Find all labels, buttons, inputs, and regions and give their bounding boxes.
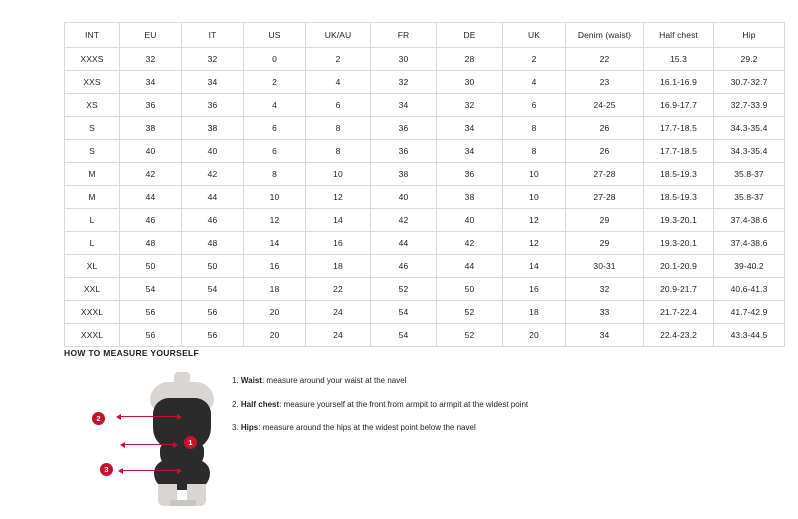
cell: 54 bbox=[120, 278, 182, 301]
cell: 6 bbox=[306, 94, 371, 117]
cell: 2 bbox=[306, 48, 371, 71]
cell: 34.3-35.4 bbox=[714, 117, 785, 140]
cell: 35.8-37 bbox=[714, 186, 785, 209]
cell: XL bbox=[65, 255, 120, 278]
cell: 40 bbox=[120, 140, 182, 163]
column-header: Denim (waist) bbox=[566, 23, 644, 48]
step-number: 3. bbox=[232, 423, 239, 433]
step-number: 1. bbox=[232, 376, 239, 385]
how-to-measure-section bbox=[64, 348, 744, 501]
cell: XXL bbox=[65, 278, 120, 301]
cell: 27-28 bbox=[566, 163, 644, 186]
measure-steps bbox=[232, 366, 528, 447]
table-row bbox=[65, 140, 785, 163]
cell: 48 bbox=[120, 232, 182, 255]
size-table-body bbox=[65, 48, 785, 347]
cell: 38 bbox=[371, 163, 437, 186]
header-row bbox=[65, 23, 785, 48]
cell: 10 bbox=[503, 186, 566, 209]
cell: 12 bbox=[503, 232, 566, 255]
cell: 38 bbox=[437, 186, 503, 209]
cell: 34 bbox=[437, 117, 503, 140]
measure-body bbox=[64, 366, 744, 501]
column-header: Hip bbox=[714, 23, 785, 48]
size-table-header bbox=[65, 23, 785, 48]
step-term: Waist bbox=[240, 376, 262, 385]
cell: 18.5-19.3 bbox=[644, 163, 714, 186]
cell: L bbox=[65, 232, 120, 255]
cell: 2 bbox=[244, 71, 306, 94]
cell: M bbox=[65, 186, 120, 209]
badge-half-chest: 2 bbox=[92, 412, 105, 425]
column-header: UK/AU bbox=[306, 23, 371, 48]
table-row bbox=[65, 232, 785, 255]
cell: 0 bbox=[244, 48, 306, 71]
cell: 16 bbox=[503, 278, 566, 301]
cell: 36 bbox=[371, 140, 437, 163]
cell: 12 bbox=[244, 209, 306, 232]
cell: 46 bbox=[120, 209, 182, 232]
step-term: Hips bbox=[240, 423, 259, 433]
cell: 42 bbox=[182, 163, 244, 186]
cell: 26 bbox=[566, 140, 644, 163]
cell: 35.8-37 bbox=[714, 163, 785, 186]
cell: 18.5-19.3 bbox=[644, 186, 714, 209]
cell: 29 bbox=[566, 232, 644, 255]
measure-step bbox=[232, 423, 528, 433]
cell: 36 bbox=[120, 94, 182, 117]
cell: 32 bbox=[566, 278, 644, 301]
cell: 20 bbox=[244, 324, 306, 347]
cell: 29.2 bbox=[714, 48, 785, 71]
cell: 32 bbox=[182, 48, 244, 71]
cell: 24-25 bbox=[566, 94, 644, 117]
cell: 32 bbox=[371, 71, 437, 94]
cell: 54 bbox=[182, 278, 244, 301]
cell: 46 bbox=[371, 255, 437, 278]
cell: 40 bbox=[182, 140, 244, 163]
cell: 8 bbox=[306, 140, 371, 163]
table-row bbox=[65, 94, 785, 117]
cell: 36 bbox=[182, 94, 244, 117]
cell: XXXS bbox=[65, 48, 120, 71]
cell: 52 bbox=[437, 324, 503, 347]
cell: 8 bbox=[306, 117, 371, 140]
table-row bbox=[65, 163, 785, 186]
cell: 36 bbox=[371, 117, 437, 140]
cell: 52 bbox=[371, 278, 437, 301]
cell: 22.4-23.2 bbox=[644, 324, 714, 347]
table-row bbox=[65, 117, 785, 140]
table-row bbox=[65, 324, 785, 347]
cell: 56 bbox=[182, 324, 244, 347]
table-row bbox=[65, 278, 785, 301]
cell: 20 bbox=[244, 301, 306, 324]
cell: 6 bbox=[503, 94, 566, 117]
cell: 37.4-38.6 bbox=[714, 209, 785, 232]
badge-waist: 1 bbox=[184, 436, 197, 449]
cell: 14 bbox=[244, 232, 306, 255]
cell: 44 bbox=[182, 186, 244, 209]
cell: XXS bbox=[65, 71, 120, 94]
cell: 50 bbox=[182, 255, 244, 278]
cell: L bbox=[65, 209, 120, 232]
cell: 48 bbox=[182, 232, 244, 255]
cell: 43.3-44.5 bbox=[714, 324, 785, 347]
cell: 54 bbox=[371, 301, 437, 324]
column-header: DE bbox=[437, 23, 503, 48]
cell: 39-40.2 bbox=[714, 255, 785, 278]
cell: 10 bbox=[306, 163, 371, 186]
step-text: : measure yourself at the front from armpit to armpit at the widest point bbox=[279, 399, 529, 409]
table-row bbox=[65, 48, 785, 71]
cell: 16 bbox=[306, 232, 371, 255]
cell: 30 bbox=[371, 48, 437, 71]
cell: 18 bbox=[503, 301, 566, 324]
cell: 23 bbox=[566, 71, 644, 94]
step-number: 2. bbox=[232, 399, 239, 409]
cell: 20.1-20.9 bbox=[644, 255, 714, 278]
cell: 20.9-21.7 bbox=[644, 278, 714, 301]
mannequin-illustration bbox=[92, 366, 210, 501]
table-row bbox=[65, 71, 785, 94]
cell: 30.7-32.7 bbox=[714, 71, 785, 94]
cell: 20 bbox=[503, 324, 566, 347]
cell: 36 bbox=[437, 163, 503, 186]
cell: 8 bbox=[244, 163, 306, 186]
cell: 4 bbox=[244, 94, 306, 117]
cell: 4 bbox=[306, 71, 371, 94]
hip-measure-arrow-icon bbox=[122, 470, 178, 471]
cell: 50 bbox=[437, 278, 503, 301]
cell: 16.1-16.9 bbox=[644, 71, 714, 94]
measure-step bbox=[232, 376, 528, 386]
cell: 46 bbox=[182, 209, 244, 232]
cell: 44 bbox=[371, 232, 437, 255]
cell: 34.3-35.4 bbox=[714, 140, 785, 163]
badge-hips: 3 bbox=[100, 463, 113, 476]
cell: 12 bbox=[306, 186, 371, 209]
cell: 32 bbox=[120, 48, 182, 71]
cell: 26 bbox=[566, 117, 644, 140]
cell: 21.7-22.4 bbox=[644, 301, 714, 324]
cell: 17.7-18.5 bbox=[644, 117, 714, 140]
cell: 29 bbox=[566, 209, 644, 232]
column-header: US bbox=[244, 23, 306, 48]
cell: 15.3 bbox=[644, 48, 714, 71]
table-row bbox=[65, 209, 785, 232]
cell: 56 bbox=[120, 324, 182, 347]
cell: 27-28 bbox=[566, 186, 644, 209]
cell: 24 bbox=[306, 301, 371, 324]
cell: 28 bbox=[437, 48, 503, 71]
cell: 38 bbox=[182, 117, 244, 140]
cell: 56 bbox=[120, 301, 182, 324]
column-header: Half chest bbox=[644, 23, 714, 48]
cell: 2 bbox=[503, 48, 566, 71]
column-header: IT bbox=[182, 23, 244, 48]
half-chest-measure-arrow-icon bbox=[120, 416, 178, 417]
cell: XXXL bbox=[65, 301, 120, 324]
cell: 30-31 bbox=[566, 255, 644, 278]
cell: 14 bbox=[503, 255, 566, 278]
cell: 14 bbox=[306, 209, 371, 232]
cell: 44 bbox=[437, 255, 503, 278]
cell: 16 bbox=[244, 255, 306, 278]
cell: S bbox=[65, 140, 120, 163]
cell: XXXL bbox=[65, 324, 120, 347]
cell: 34 bbox=[566, 324, 644, 347]
column-header: INT bbox=[65, 23, 120, 48]
cell: 17.7-18.5 bbox=[644, 140, 714, 163]
column-header: UK bbox=[503, 23, 566, 48]
step-text: : measure around your waist at the navel bbox=[261, 376, 407, 385]
cell: 30 bbox=[437, 71, 503, 94]
cell: 56 bbox=[182, 301, 244, 324]
cell: 6 bbox=[244, 140, 306, 163]
cell: 38 bbox=[120, 117, 182, 140]
cell: 24 bbox=[306, 324, 371, 347]
cell: 10 bbox=[244, 186, 306, 209]
table-row bbox=[65, 255, 785, 278]
cell: 4 bbox=[503, 71, 566, 94]
cell: 16.9-17.7 bbox=[644, 94, 714, 117]
cell: 19.3-20.1 bbox=[644, 232, 714, 255]
size-table-container bbox=[64, 22, 768, 347]
cell: 6 bbox=[244, 117, 306, 140]
cell: 32 bbox=[437, 94, 503, 117]
cell: 18 bbox=[306, 255, 371, 278]
mannequin-shape bbox=[124, 372, 176, 498]
table-row bbox=[65, 186, 785, 209]
cell: 34 bbox=[120, 71, 182, 94]
cell: 42 bbox=[371, 209, 437, 232]
cell: 22 bbox=[306, 278, 371, 301]
cell: 41.7-42.9 bbox=[714, 301, 785, 324]
cell: 19.3-20.1 bbox=[644, 209, 714, 232]
cell: 8 bbox=[503, 117, 566, 140]
table-row bbox=[65, 301, 785, 324]
column-header: EU bbox=[120, 23, 182, 48]
waist-measure-arrow-icon bbox=[124, 444, 174, 445]
cell: 40 bbox=[437, 209, 503, 232]
step-term: Half chest bbox=[240, 399, 280, 409]
cell: M bbox=[65, 163, 120, 186]
cell: 32.7-33.9 bbox=[714, 94, 785, 117]
cell: 52 bbox=[437, 301, 503, 324]
step-text: : measure around the hips at the widest point below the navel bbox=[258, 423, 476, 433]
cell: 44 bbox=[120, 186, 182, 209]
cell: 40.6-41.3 bbox=[714, 278, 785, 301]
cell: 42 bbox=[120, 163, 182, 186]
cell: XS bbox=[65, 94, 120, 117]
cell: 34 bbox=[437, 140, 503, 163]
cell: 33 bbox=[566, 301, 644, 324]
cell: 37.4-38.6 bbox=[714, 232, 785, 255]
mannequin-stand bbox=[170, 500, 196, 506]
cell: 50 bbox=[120, 255, 182, 278]
cell: 40 bbox=[371, 186, 437, 209]
cell: 18 bbox=[244, 278, 306, 301]
cell: 54 bbox=[371, 324, 437, 347]
measure-step bbox=[232, 400, 528, 410]
cell: 22 bbox=[566, 48, 644, 71]
cell: 12 bbox=[503, 209, 566, 232]
cell: S bbox=[65, 117, 120, 140]
cell: 10 bbox=[503, 163, 566, 186]
cell: 34 bbox=[371, 94, 437, 117]
cell: 34 bbox=[182, 71, 244, 94]
cell: 8 bbox=[503, 140, 566, 163]
size-table bbox=[64, 22, 785, 347]
cell: 42 bbox=[437, 232, 503, 255]
section-title: HOW TO MEASURE YOURSELF bbox=[64, 348, 200, 358]
column-header: FR bbox=[371, 23, 437, 48]
